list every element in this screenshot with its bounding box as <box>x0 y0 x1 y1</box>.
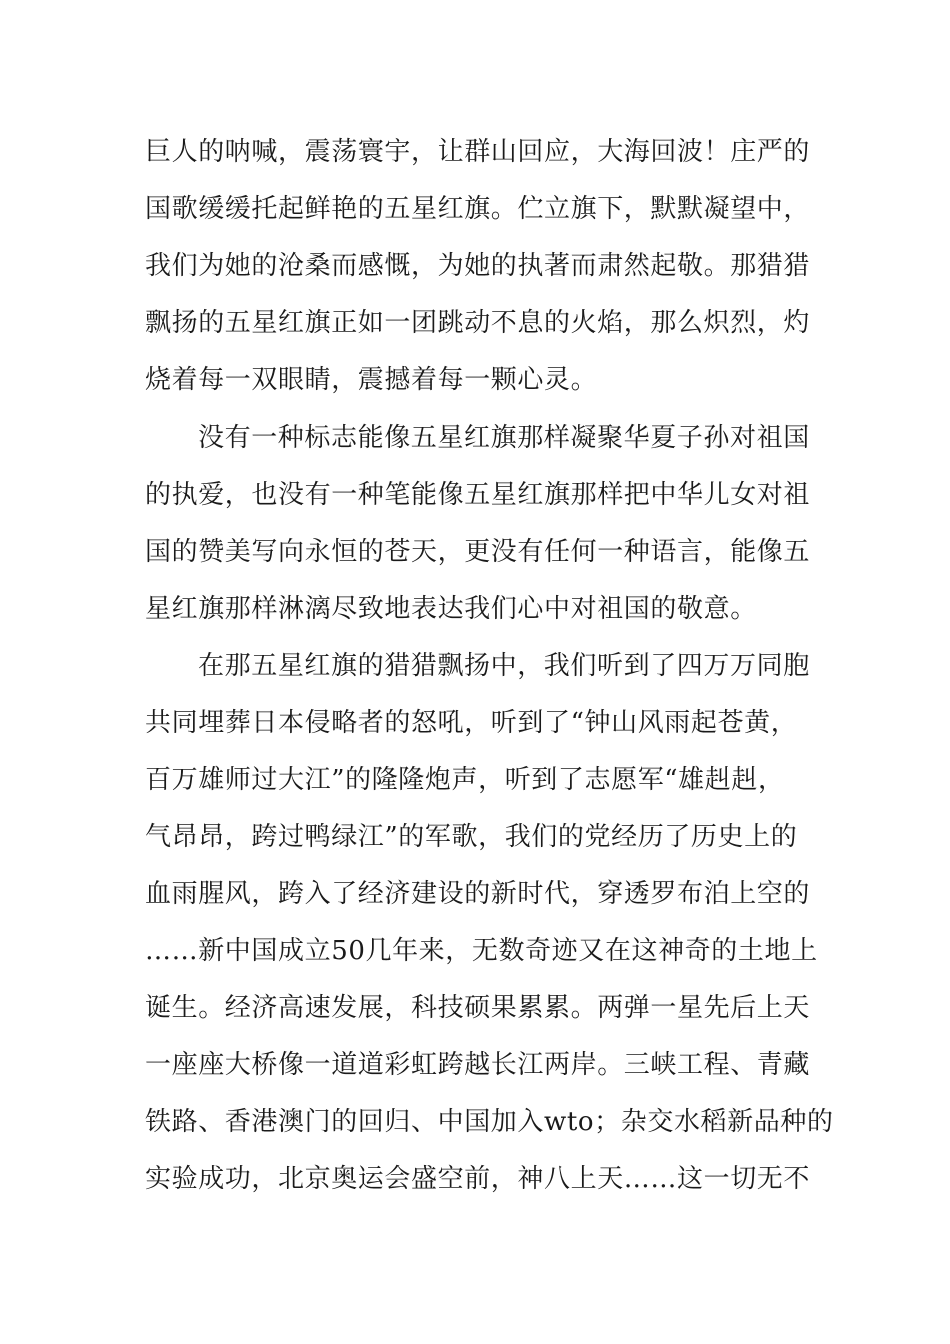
text-line: 的执爱，也没有一种笔能像五星红旗那样把中华儿女对祖 <box>145 480 811 510</box>
text-line: 飘扬的五星红旗正如一团跳动不息的火焰，那么炽烈，灼 <box>145 308 811 338</box>
text-line: 国的赞美写向永恒的苍天，更没有任何一种语言，能像五 <box>145 537 811 567</box>
text-line: 巨人的呐喊，震荡寰宇，让群山回应，大海回波！庄严的 <box>145 137 811 167</box>
text-line: 气昂昂，跨过鸭绿江”的军歌，我们的党经历了历史上的 <box>145 822 798 852</box>
text-line: 没有一种标志能像五星红旗那样凝聚华夏子孙对祖国 <box>198 423 810 453</box>
text-line: 共同埋葬日本侵略者的怒吼，听到了“钟山风雨起苍黄， <box>145 708 798 738</box>
text-line: 一座座大桥像一道道彩虹跨越长江两岸。三峡工程、青藏 <box>145 1050 811 1080</box>
text-line: 实验成功，北京奥运会盛空前，神八上天……这一切无不 <box>145 1164 811 1194</box>
text-line: 在那五星红旗的猎猎飘扬中，我们听到了四万万同胞 <box>198 651 810 681</box>
text-line: 烧着每一双眼睛，震撼着每一颗心灵。 <box>145 365 598 395</box>
text-line: 星红旗那样淋漓尽致地表达我们心中对祖国的敬意。 <box>145 594 757 624</box>
text-line: 铁路、香港澳门的回归、中国加入wto；杂交水稻新品种的 <box>145 1107 834 1137</box>
text-line: 诞生。经济高速发展，科技硕果累累。两弹一星先后上天 <box>145 993 811 1023</box>
text-line: 百万雄师过大江”的隆隆炮声，听到了志愿军“雄赳赳， <box>145 765 785 795</box>
text-line: 血雨腥风，跨入了经济建设的新时代，穿透罗布泊上空的 <box>145 879 811 909</box>
text-line: 我们为她的沧桑而感慨，为她的执著而肃然起敬。那猎猎 <box>145 251 811 281</box>
text-line: 国歌缓缓托起鲜艳的五星红旗。伫立旗下，默默凝望中， <box>145 194 811 224</box>
text-line: ……新中国成立50几年来，无数奇迹又在这神奇的土地上 <box>145 936 818 966</box>
